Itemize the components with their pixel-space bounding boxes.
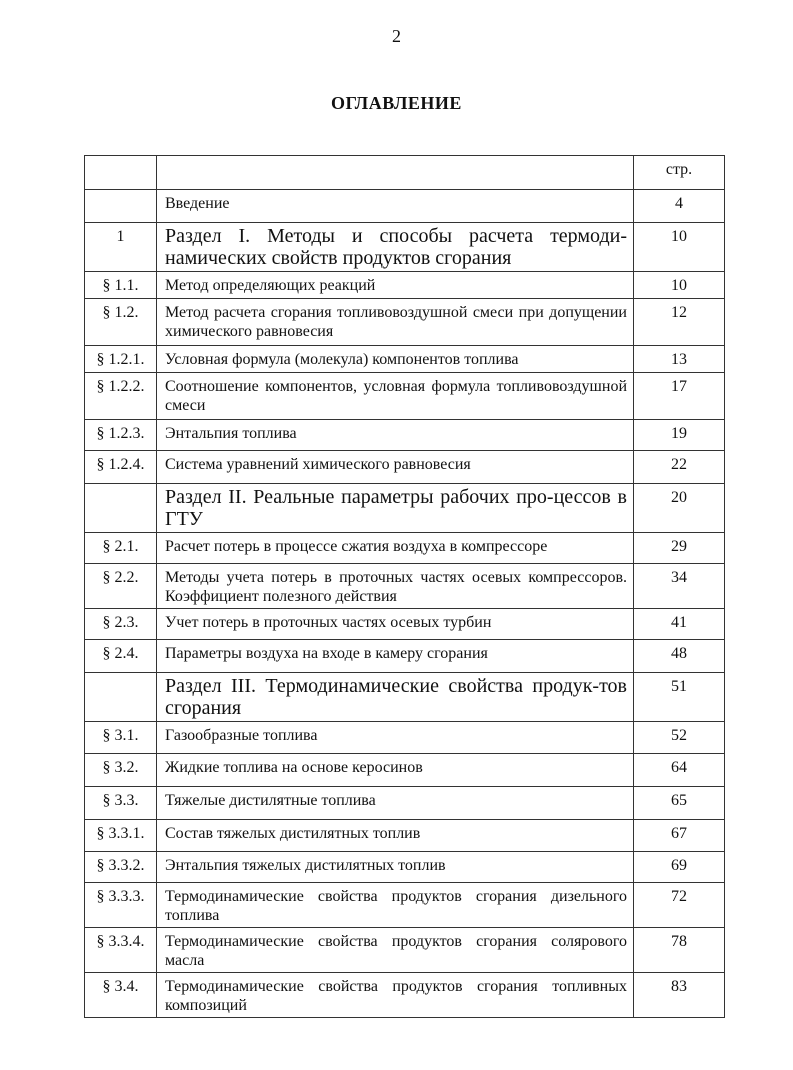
toc-row [85,533,725,564]
toc-row [85,640,725,673]
toc-row [85,754,725,787]
toc-number-cell: § 3.3.4. [85,928,157,973]
toc-number-cell: § 1.2.1. [85,346,157,373]
toc-number-cell: § 2.1. [85,533,157,564]
toc-number-cell [85,484,157,533]
toc-number-cell: § 1.2.4. [85,451,157,484]
toc-title-cell: Метод расчета сгорания топливовоздушной смеси при допущении химического равновесия [157,299,634,346]
toc-number-cell: § 3.3.2. [85,852,157,883]
toc-row [85,787,725,820]
toc-title-cell: Тяжелые дистилятные топлива [157,787,634,820]
toc-page-cell: 20 [634,484,725,533]
toc-title-cell: Соотношение компонентов, условная формула топливовоздушной смеси [157,373,634,420]
toc-page-cell: 78 [634,928,725,973]
toc-row [85,346,725,373]
toc-row [85,451,725,484]
toc-row [85,973,725,1018]
toc-title-cell: Жидкие топлива на основе керосинов [157,754,634,787]
toc-page-cell: 29 [634,533,725,564]
toc-title-cell: Система уравнений химического равновесия [157,451,634,484]
toc-section-row [85,673,725,722]
toc-page-cell: 4 [634,190,725,223]
toc-row [85,373,725,420]
toc-page-cell: 65 [634,787,725,820]
toc-row [85,272,725,299]
toc-title-cell: Расчет потерь в процессе сжатия воздуха в компрессоре [157,533,634,564]
toc-page-cell: 10 [634,223,725,272]
toc-page-cell: 52 [634,722,725,754]
toc-row [85,883,725,928]
toc-title-cell: Методы учета потерь в проточных частях осевых компрессоров. Коэффициент полезного действия [157,564,634,609]
toc-number-cell [85,156,157,190]
toc-row [85,420,725,451]
toc-title-cell: Термодинамические свойства продуктов сгорания дизельного топлива [157,883,634,928]
toc-header-row [85,156,725,190]
toc-number-cell: § 3.3.1. [85,820,157,852]
toc-title-cell: Состав тяжелых дистилятных топлив [157,820,634,852]
toc-page-cell: 22 [634,451,725,484]
toc-row [85,820,725,852]
toc-row [85,722,725,754]
toc-page-cell: 17 [634,373,725,420]
toc-title-cell [157,156,634,190]
toc-number-cell [85,673,157,722]
toc-section-row [85,223,725,272]
toc-page-cell: 12 [634,299,725,346]
toc-number-cell: § 3.2. [85,754,157,787]
toc-page-cell: 51 [634,673,725,722]
toc-title-cell: Параметры воздуха на входе в камеру сгорания [157,640,634,673]
toc-page-cell: 83 [634,973,725,1018]
toc-title-cell: Энтальпия тяжелых дистилятных топлив [157,852,634,883]
toc-row [85,299,725,346]
toc-row [85,928,725,973]
page-title: ОГЛАВЛЕНИЕ [331,93,462,113]
toc-row [85,609,725,640]
toc-page-column-header: стр. [634,156,725,190]
toc-number-cell: § 3.4. [85,973,157,1018]
toc-number-cell: § 3.3.3. [85,883,157,928]
toc-title-cell: Газообразные топлива [157,722,634,754]
toc-number-cell: § 2.4. [85,640,157,673]
toc-title-cell: Раздел III. Термодинамические свойства продук-тов сгорания [157,673,634,722]
toc-section-row [85,484,725,533]
toc-page-cell: 10 [634,272,725,299]
toc-number-cell: § 3.3. [85,787,157,820]
toc-number-cell: § 2.2. [85,564,157,609]
toc-number-cell: 1 [85,223,157,272]
toc-page-cell: 41 [634,609,725,640]
toc-row [85,190,725,223]
toc-page-cell: 13 [634,346,725,373]
toc-page-cell: 48 [634,640,725,673]
toc-number-cell [85,190,157,223]
toc-title-cell: Энтальпия топлива [157,420,634,451]
table-of-contents [84,155,725,1018]
toc-title-cell: Раздел II. Реальные параметры рабочих про-цессов в ГТУ [157,484,634,533]
toc-page-cell: 67 [634,820,725,852]
toc-page-cell: 69 [634,852,725,883]
toc-number-cell: § 1.2.2. [85,373,157,420]
toc-page-cell: 72 [634,883,725,928]
toc-row [85,852,725,883]
toc-page-cell: 19 [634,420,725,451]
toc-number-cell: § 1.1. [85,272,157,299]
toc-title-cell: Термодинамические свойства продуктов сгорания солярового масла [157,928,634,973]
toc-title-cell: Введение [157,190,634,223]
toc-number-cell: § 1.2.3. [85,420,157,451]
toc-number-cell: § 2.3. [85,609,157,640]
toc-title-cell: Термодинамические свойства продуктов сгорания топливных композиций [157,973,634,1018]
toc-title-cell: Метод определяющих реакций [157,272,634,299]
toc-number-cell: § 1.2. [85,299,157,346]
toc-page-cell: 34 [634,564,725,609]
toc-title-cell: Раздел I. Методы и способы расчета термоди-намических свойств продуктов сгорания [157,223,634,272]
toc-title-cell: Условная формула (молекула) компонентов топлива [157,346,634,373]
toc-title-cell: Учет потерь в проточных частях осевых турбин [157,609,634,640]
toc-row [85,564,725,609]
page-number: 2 [392,26,401,46]
toc-page-cell: 64 [634,754,725,787]
toc-number-cell: § 3.1. [85,722,157,754]
